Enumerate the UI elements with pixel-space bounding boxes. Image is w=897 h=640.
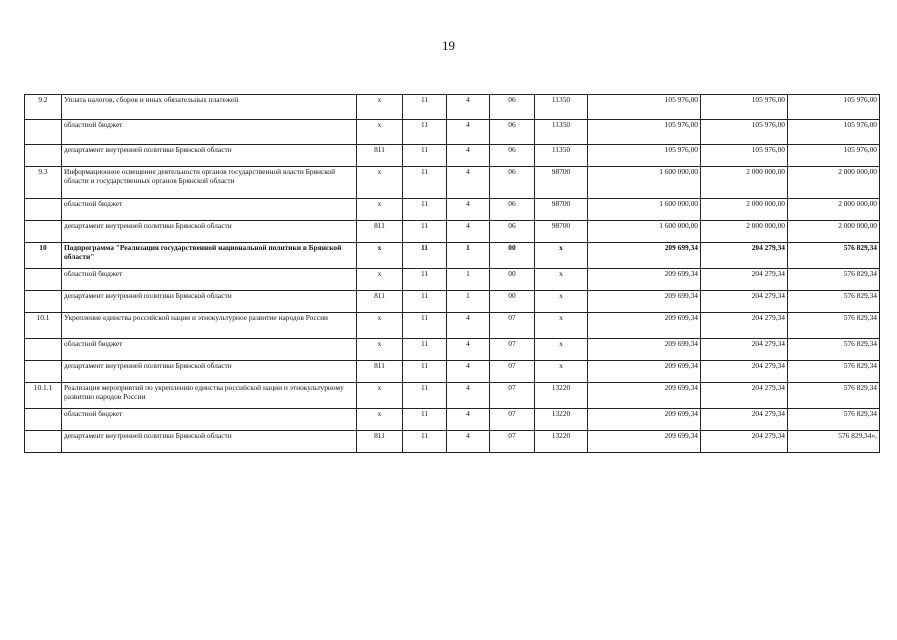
table-row (25, 243, 880, 269)
code-admin-cell: х (357, 120, 403, 145)
code-admin-cell: х (357, 409, 403, 431)
code-program-cell: 11 (403, 313, 447, 339)
row-number-cell (25, 361, 62, 383)
code-direction-cell: 98700 (535, 167, 588, 199)
code-subprogram-cell: 1 (447, 291, 490, 313)
row-name-cell: областной бюджет (62, 409, 357, 431)
code-event-cell: 00 (490, 243, 535, 269)
amount-year2-cell: 204 279,34 (701, 313, 788, 339)
code-program-cell: 11 (403, 291, 447, 313)
amount-year2-cell: 204 279,34 (701, 339, 788, 361)
code-subprogram-cell: 4 (447, 313, 490, 339)
amount-year2-cell: 204 279,34 (701, 361, 788, 383)
row-name-cell: Подпрограмма "Реализация государственной национальной политики в Брянской области" (62, 243, 357, 269)
code-admin-cell: х (357, 339, 403, 361)
row-name-cell: департамент внутренней политики Брянской области (62, 221, 357, 243)
amount-year2-cell: 204 279,34 (701, 431, 788, 453)
code-event-cell: 07 (490, 339, 535, 361)
amount-year1-cell: 105 976,00 (588, 120, 701, 145)
amount-year3-cell: 2 000 000,00 (788, 221, 880, 243)
amount-year2-cell: 204 279,34 (701, 269, 788, 291)
code-event-cell: 07 (490, 361, 535, 383)
amount-year2-cell: 204 279,34 (701, 409, 788, 431)
page-number: 19 (442, 38, 455, 53)
amount-year1-cell: 1 600 000,00 (588, 167, 701, 199)
code-program-cell: 11 (403, 167, 447, 199)
amount-year1-cell: 105 976,00 (588, 95, 701, 120)
amount-year3-cell: 105 976,00 (788, 95, 880, 120)
row-number-cell (25, 269, 62, 291)
row-number-cell (25, 431, 62, 453)
amount-year3-cell: 576 829,34 (788, 243, 880, 269)
code-direction-cell: х (535, 361, 588, 383)
code-direction-cell: 11350 (535, 95, 588, 120)
amount-year2-cell: 2 000 000,00 (701, 167, 788, 199)
amount-year1-cell: 209 699,34 (588, 383, 701, 409)
budget-table (24, 94, 880, 453)
code-admin-cell: 811 (357, 145, 403, 167)
code-subprogram-cell: 4 (447, 361, 490, 383)
code-direction-cell: 11350 (535, 120, 588, 145)
code-event-cell: 06 (490, 167, 535, 199)
amount-year3-cell: 576 829,34 (788, 361, 880, 383)
amount-year2-cell: 105 976,00 (701, 95, 788, 120)
amount-year1-cell: 209 699,34 (588, 409, 701, 431)
row-number-cell: 9.2 (25, 95, 62, 120)
row-number-cell: 9.3 (25, 167, 62, 199)
code-direction-cell: х (535, 339, 588, 361)
code-direction-cell: х (535, 291, 588, 313)
code-direction-cell: 13220 (535, 431, 588, 453)
code-program-cell: 11 (403, 269, 447, 291)
code-subprogram-cell: 4 (447, 339, 490, 361)
row-name-cell: областной бюджет (62, 120, 357, 145)
code-subprogram-cell: 1 (447, 243, 490, 269)
amount-year1-cell: 209 699,34 (588, 269, 701, 291)
amount-year3-cell: 576 829,34», (788, 431, 880, 453)
code-subprogram-cell: 4 (447, 95, 490, 120)
amount-year3-cell: 576 829,34 (788, 269, 880, 291)
code-event-cell: 06 (490, 199, 535, 221)
code-subprogram-cell: 4 (447, 167, 490, 199)
code-program-cell: 11 (403, 383, 447, 409)
code-subprogram-cell: 4 (447, 145, 490, 167)
table-row (25, 167, 880, 199)
amount-year1-cell: 1 600 000,00 (588, 221, 701, 243)
amount-year3-cell: 2 000 000,00 (788, 199, 880, 221)
row-number-cell: 10 (25, 243, 62, 269)
table-row (25, 291, 880, 313)
code-event-cell: 06 (490, 95, 535, 120)
table-row (25, 199, 880, 221)
code-subprogram-cell: 4 (447, 431, 490, 453)
code-admin-cell: х (357, 199, 403, 221)
amount-year3-cell: 576 829,34 (788, 339, 880, 361)
code-direction-cell: 98700 (535, 221, 588, 243)
code-subprogram-cell: 4 (447, 120, 490, 145)
amount-year1-cell: 1 600 000,00 (588, 199, 701, 221)
code-subprogram-cell: 1 (447, 269, 490, 291)
row-name-cell: департамент внутренней политики Брянской области (62, 431, 357, 453)
amount-year1-cell: 105 976,00 (588, 145, 701, 167)
table-row (25, 221, 880, 243)
code-program-cell: 11 (403, 339, 447, 361)
amount-year3-cell: 2 000 000,00 (788, 167, 880, 199)
amount-year1-cell: 209 699,34 (588, 431, 701, 453)
code-admin-cell: 811 (357, 291, 403, 313)
code-program-cell: 11 (403, 431, 447, 453)
row-number-cell: 10.1.1 (25, 383, 62, 409)
row-number-cell (25, 339, 62, 361)
amount-year2-cell: 204 279,34 (701, 243, 788, 269)
code-admin-cell: х (357, 313, 403, 339)
amount-year2-cell: 2 000 000,00 (701, 199, 788, 221)
table-row (25, 145, 880, 167)
row-name-cell: Уплата налогов, сборов и иных обязательных платежей (62, 95, 357, 120)
table-row (25, 383, 880, 409)
code-event-cell: 07 (490, 431, 535, 453)
code-event-cell: 07 (490, 409, 535, 431)
table-row (25, 313, 880, 339)
row-name-cell: Укрепление единства российской нации и этнокультурное развитие народов России (62, 313, 357, 339)
code-event-cell: 06 (490, 221, 535, 243)
row-name-cell: областной бюджет (62, 199, 357, 221)
code-direction-cell: х (535, 243, 588, 269)
amount-year1-cell: 209 699,34 (588, 291, 701, 313)
row-number-cell: 10.1 (25, 313, 62, 339)
code-event-cell: 07 (490, 383, 535, 409)
code-program-cell: 11 (403, 95, 447, 120)
code-program-cell: 11 (403, 409, 447, 431)
row-number-cell (25, 291, 62, 313)
table-row (25, 409, 880, 431)
amount-year1-cell: 209 699,34 (588, 313, 701, 339)
row-name-cell: Информационное освещение деятельности органов государственной власти Брянской области и государственных органов Брянской области (62, 167, 357, 199)
code-admin-cell: х (357, 95, 403, 120)
code-direction-cell: 98700 (535, 199, 588, 221)
row-name-cell: областной бюджет (62, 339, 357, 361)
code-program-cell: 11 (403, 120, 447, 145)
amount-year2-cell: 204 279,34 (701, 291, 788, 313)
row-number-cell (25, 221, 62, 243)
code-program-cell: 11 (403, 221, 447, 243)
code-event-cell: 00 (490, 291, 535, 313)
code-event-cell: 07 (490, 313, 535, 339)
code-admin-cell: 811 (357, 431, 403, 453)
row-name-cell: Реализация мероприятий по укреплению единства российской нации и этнокультурному развитию народов России (62, 383, 357, 409)
code-subprogram-cell: 4 (447, 221, 490, 243)
table-row (25, 269, 880, 291)
code-program-cell: 11 (403, 243, 447, 269)
code-direction-cell: х (535, 313, 588, 339)
amount-year3-cell: 105 976,00 (788, 120, 880, 145)
table-row (25, 361, 880, 383)
amount-year2-cell: 2 000 000,00 (701, 221, 788, 243)
code-direction-cell: 11350 (535, 145, 588, 167)
code-admin-cell: х (357, 383, 403, 409)
amount-year2-cell: 105 976,00 (701, 145, 788, 167)
code-event-cell: 00 (490, 269, 535, 291)
amount-year1-cell: 209 699,34 (588, 361, 701, 383)
amount-year1-cell: 209 699,34 (588, 243, 701, 269)
code-direction-cell: 13220 (535, 383, 588, 409)
row-name-cell: департамент внутренней политики Брянской области (62, 361, 357, 383)
code-admin-cell: 811 (357, 221, 403, 243)
table-row (25, 431, 880, 453)
code-direction-cell: 13220 (535, 409, 588, 431)
code-admin-cell: х (357, 269, 403, 291)
code-program-cell: 11 (403, 199, 447, 221)
code-program-cell: 11 (403, 145, 447, 167)
amount-year3-cell: 105 976,00 (788, 145, 880, 167)
amount-year2-cell: 204 279,34 (701, 383, 788, 409)
row-name-cell: департамент внутренней политики Брянской области (62, 145, 357, 167)
code-subprogram-cell: 4 (447, 409, 490, 431)
code-subprogram-cell: 4 (447, 383, 490, 409)
row-name-cell: областной бюджет (62, 269, 357, 291)
row-number-cell (25, 409, 62, 431)
code-subprogram-cell: 4 (447, 199, 490, 221)
row-name-cell: департамент внутренней политики Брянской области (62, 291, 357, 313)
amount-year3-cell: 576 829,34 (788, 291, 880, 313)
code-admin-cell: х (357, 167, 403, 199)
amount-year3-cell: 576 829,34 (788, 383, 880, 409)
table-body (25, 95, 880, 453)
code-event-cell: 06 (490, 120, 535, 145)
row-number-cell (25, 199, 62, 221)
table-row (25, 120, 880, 145)
code-admin-cell: 811 (357, 361, 403, 383)
row-number-cell (25, 145, 62, 167)
table-row (25, 95, 880, 120)
code-program-cell: 11 (403, 361, 447, 383)
table-row (25, 339, 880, 361)
code-event-cell: 06 (490, 145, 535, 167)
amount-year2-cell: 105 976,00 (701, 120, 788, 145)
amount-year1-cell: 209 699,34 (588, 339, 701, 361)
code-direction-cell: х (535, 269, 588, 291)
amount-year3-cell: 576 829,34 (788, 313, 880, 339)
amount-year3-cell: 576 829,34 (788, 409, 880, 431)
code-admin-cell: х (357, 243, 403, 269)
row-number-cell (25, 120, 62, 145)
